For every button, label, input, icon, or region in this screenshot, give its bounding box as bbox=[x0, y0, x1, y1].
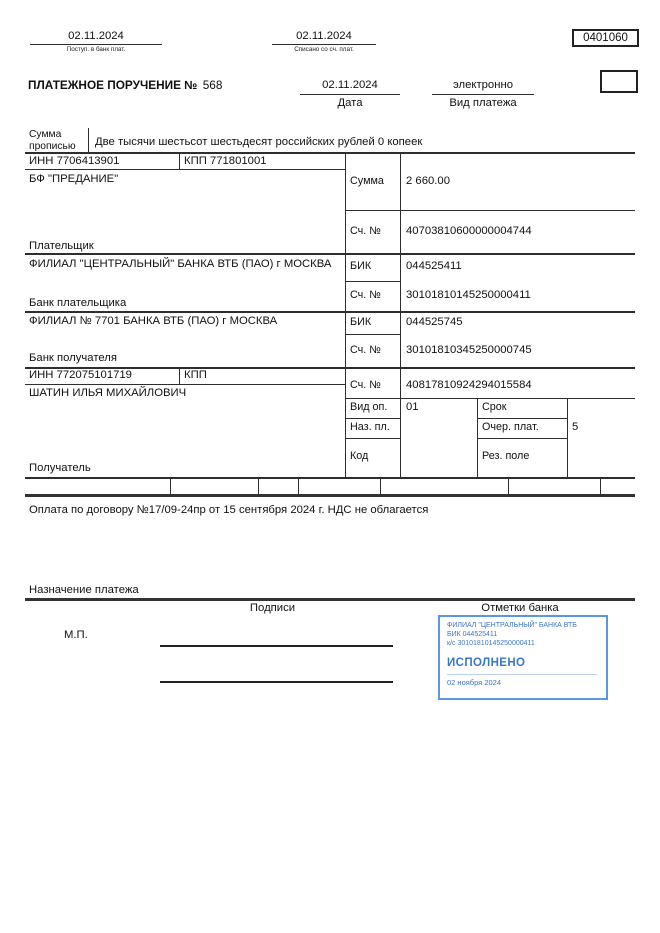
debited-from-account-label: Списано со сч. плат. bbox=[294, 46, 354, 53]
debited-from-account-date: 02.11.2024 bbox=[296, 30, 352, 42]
table-line bbox=[345, 438, 400, 439]
table-line bbox=[345, 152, 346, 477]
table-line bbox=[258, 477, 259, 494]
payee-kpp: КПП bbox=[184, 369, 207, 381]
payee-account-label: Сч. № bbox=[350, 379, 381, 391]
payee-account-value: 40817810924294015584 bbox=[406, 379, 532, 391]
table-line bbox=[508, 477, 509, 494]
payer-bank-bik-value: 044525411 bbox=[406, 260, 462, 272]
signature-line-2 bbox=[160, 681, 393, 683]
document-title-text: ПЛАТЕЖНОЕ ПОРУЧЕНИЕ № bbox=[28, 78, 198, 92]
inn-kpp-divider bbox=[179, 367, 180, 384]
signature-line-1 bbox=[160, 645, 393, 647]
payee-bank-label: Банк получателя bbox=[29, 352, 117, 364]
signatures-label: Подписи bbox=[249, 602, 296, 614]
table-line bbox=[25, 152, 635, 154]
table-line bbox=[25, 169, 345, 170]
pay-purpose-code-label: Наз. пл. bbox=[350, 421, 390, 433]
stamp-bank-name: ФИЛИАЛ "ЦЕНТРАЛЬНЫЙ" БАНКА ВТБ bbox=[447, 622, 577, 629]
stamp-status: ИСПОЛНЕНО bbox=[447, 657, 526, 669]
payment-purpose-label: Назначение платежа bbox=[29, 584, 139, 596]
table-line bbox=[170, 477, 171, 494]
payer-bank-label: Банк плательщика bbox=[29, 297, 127, 309]
table-line bbox=[345, 334, 400, 335]
table-line bbox=[345, 418, 400, 419]
stamp-separator bbox=[447, 674, 597, 675]
table-line bbox=[600, 477, 601, 494]
priority-value: 5 bbox=[572, 421, 579, 433]
received-date-underline bbox=[30, 44, 162, 45]
table-line bbox=[25, 253, 635, 255]
status-empty-box bbox=[600, 70, 638, 93]
priority-label: Очер. плат. bbox=[482, 421, 539, 433]
received-in-bank-label: Поступ. в банк плат. bbox=[66, 46, 126, 53]
payer-account-label: Сч. № bbox=[350, 225, 381, 237]
payee-name: ШАТИН ИЛЬЯ МИХАЙЛОВИЧ bbox=[29, 387, 187, 399]
table-line bbox=[345, 281, 400, 282]
table-line bbox=[567, 398, 568, 477]
payee-bank-name: ФИЛИАЛ № 7701 БАНКА ВТБ (ПАО) г МОСКВА bbox=[29, 315, 278, 327]
date-label: Дата bbox=[337, 97, 363, 109]
payer-bank-bik-label: БИК bbox=[350, 260, 372, 272]
table-line bbox=[380, 477, 381, 494]
payer-bank-account-label: Сч. № bbox=[350, 289, 381, 301]
table-line bbox=[25, 384, 345, 385]
payee-bank-account-value: 30101810345250000745 bbox=[406, 344, 532, 356]
payee-bank-bik-value: 044525745 bbox=[406, 316, 463, 328]
form-code-box bbox=[572, 29, 639, 47]
stamp-date: 02 ноября 2024 bbox=[447, 678, 502, 687]
form-code: 0401060 bbox=[583, 32, 628, 44]
payee-inn: ИНН 772075101719 bbox=[29, 369, 132, 381]
amount-value: 2 660.00 bbox=[406, 175, 450, 187]
stamp-bik: БИК 044525411 bbox=[447, 631, 498, 638]
table-line bbox=[25, 311, 635, 313]
stamp-corr-account: к/с 30101810145250000411 bbox=[447, 640, 535, 647]
amount-words-value: Две тысячи шестьсот шестьдесят российских рублей 0 копеек bbox=[95, 136, 423, 148]
payment-type-value: электронно bbox=[453, 79, 513, 91]
table-line bbox=[25, 477, 635, 479]
received-in-bank-date: 02.11.2024 bbox=[68, 30, 124, 42]
payment-type-label: Вид платежа bbox=[449, 97, 517, 109]
payer-bank-account-value: 30101810145250000411 bbox=[406, 289, 531, 301]
document-date: 02.11.2024 bbox=[322, 79, 378, 91]
stamp-place-label: М.П. bbox=[64, 629, 88, 641]
debited-date-underline bbox=[272, 44, 376, 45]
table-line bbox=[477, 438, 567, 439]
table-line bbox=[400, 152, 401, 477]
bank-marks-label: Отметки банка bbox=[481, 602, 559, 614]
purpose-bottom-line bbox=[25, 598, 635, 601]
date-underline bbox=[300, 94, 400, 95]
payee-bank-bik-label: БИК bbox=[350, 316, 372, 328]
table-line bbox=[477, 418, 567, 419]
term-label: Срок bbox=[482, 401, 507, 413]
bank-stamp bbox=[438, 615, 608, 700]
payment-type-underline bbox=[432, 94, 534, 95]
amount-label: Сумма bbox=[350, 175, 384, 187]
document-number: 568 bbox=[202, 78, 223, 92]
payee-label: Получатель bbox=[29, 462, 91, 474]
amount-words-label: Сумма прописью bbox=[29, 129, 76, 152]
payment-purpose-text: Оплата по договору №17/09-24пр от 15 сентября 2024 г. НДС не облагается bbox=[29, 504, 429, 516]
payer-kpp: КПП 771801001 bbox=[184, 155, 267, 167]
op-type-value: 01 bbox=[406, 401, 419, 413]
payee-bank-account-label: Сч. № bbox=[350, 344, 381, 356]
table-line bbox=[345, 210, 635, 211]
payer-account-value: 40703810600000004744 bbox=[406, 225, 532, 237]
table-line bbox=[477, 398, 478, 477]
payer-inn: ИНН 7706413901 bbox=[29, 155, 120, 167]
payer-bank-name: ФИЛИАЛ "ЦЕНТРАЛЬНЫЙ" БАНКА ВТБ (ПАО) г МОСКВА bbox=[29, 258, 332, 270]
inn-kpp-divider bbox=[179, 152, 180, 169]
code-label: Код bbox=[350, 450, 369, 462]
table-bottom-line bbox=[25, 494, 635, 497]
payer-name: БФ "ПРЕДАНИЕ" bbox=[29, 173, 119, 185]
op-type-label: Вид оп. bbox=[350, 401, 388, 413]
amount-words-divider bbox=[88, 128, 89, 152]
table-line bbox=[345, 398, 635, 399]
table-line bbox=[298, 477, 299, 494]
reserve-field-label: Рез. поле bbox=[482, 450, 530, 462]
payer-label: Плательщик bbox=[29, 240, 94, 252]
document-title bbox=[28, 79, 222, 92]
